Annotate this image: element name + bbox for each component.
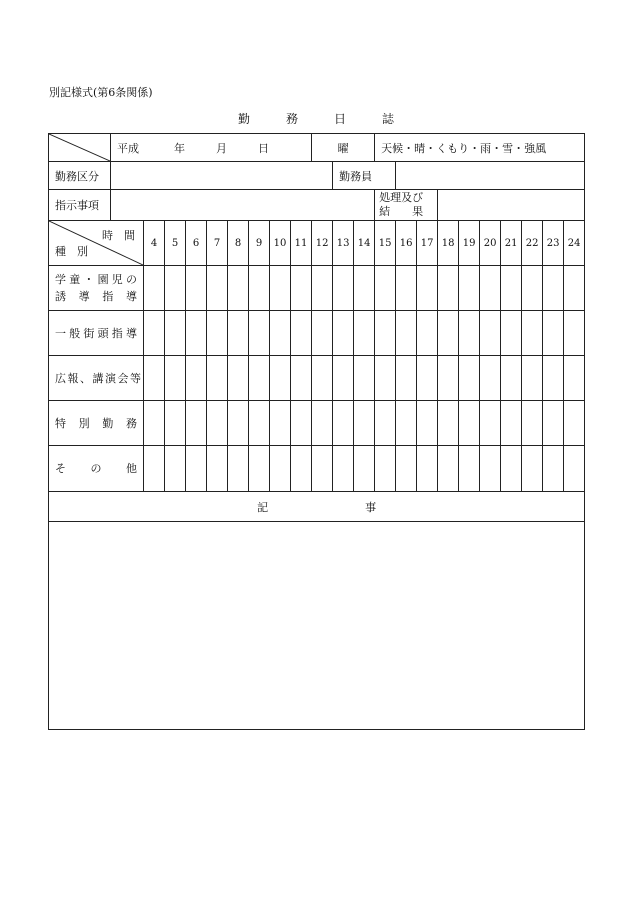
time-slot-cell[interactable]: [522, 356, 543, 401]
time-slot-cell[interactable]: [291, 401, 312, 446]
category-char: の: [125, 273, 137, 286]
category-char: 一: [55, 326, 66, 340]
hour-header: 24: [564, 221, 585, 266]
time-slot-cell[interactable]: [186, 311, 207, 356]
time-slot-cell[interactable]: [522, 401, 543, 446]
time-slot-cell[interactable]: [417, 266, 438, 311]
time-slot-cell[interactable]: [207, 266, 228, 311]
time-slot-cell[interactable]: [333, 446, 354, 492]
hours-header-row: [49, 221, 585, 266]
time-slot-cell[interactable]: [396, 311, 417, 356]
time-slot-cell[interactable]: [396, 266, 417, 311]
hour-header: 18: [438, 221, 459, 266]
category-char: そ: [55, 462, 66, 475]
category-char: 特: [55, 416, 66, 430]
duty-log-table: [48, 133, 585, 730]
time-slot-cell[interactable]: [375, 266, 396, 311]
category-char: 指: [102, 290, 114, 303]
time-slot-cell[interactable]: [543, 401, 564, 446]
time-slot-cell[interactable]: [144, 266, 165, 311]
notes-label-char: 記: [257, 500, 269, 514]
time-slot-cell[interactable]: [564, 446, 585, 492]
time-slot-cell[interactable]: [417, 356, 438, 401]
duty-type-field[interactable]: [111, 162, 333, 190]
time-slot-cell[interactable]: [354, 446, 375, 492]
time-slot-cell[interactable]: [291, 356, 312, 401]
hour-header: 22: [522, 221, 543, 266]
notes-label-char: 事: [365, 500, 377, 514]
time-slot-cell[interactable]: [333, 356, 354, 401]
title-char: 誌: [382, 112, 395, 126]
corner-category-label: 種 別: [55, 245, 88, 258]
category-char: 報: [67, 371, 79, 385]
category-label-special-duty: [49, 401, 144, 446]
time-slot-cell[interactable]: [291, 266, 312, 311]
category-label-publicity-lectures: [49, 356, 144, 401]
time-slot-cell[interactable]: [144, 356, 165, 401]
hour-header: 14: [354, 221, 375, 266]
staff-label-cell: [333, 162, 396, 190]
category-row: [49, 401, 585, 446]
hour-header: 17: [417, 221, 438, 266]
category-char: 等: [130, 371, 141, 385]
hour-header: 16: [396, 221, 417, 266]
time-slot-cell[interactable]: [564, 356, 585, 401]
title-char: 日: [334, 112, 347, 126]
staff-label: 勤務員: [339, 169, 373, 183]
time-slot-cell[interactable]: [459, 311, 480, 356]
time-slot-cell[interactable]: [165, 401, 186, 446]
time-slot-cell[interactable]: [228, 446, 249, 492]
category-char: 頭: [97, 326, 109, 340]
category-char: 他: [126, 462, 137, 475]
time-slot-cell[interactable]: [417, 401, 438, 446]
category-char: 講: [92, 371, 104, 385]
category-char: の: [90, 462, 102, 475]
hour-header: 8: [228, 221, 249, 266]
category-char: 児: [111, 273, 123, 286]
corner-time-label: 時 間: [102, 229, 135, 242]
time-slot-cell[interactable]: [522, 311, 543, 356]
day-unit: 日: [258, 141, 269, 155]
category-char: 誘: [55, 290, 66, 303]
time-slot-cell[interactable]: [480, 266, 501, 311]
time-slot-cell[interactable]: [438, 266, 459, 311]
notes-header: [49, 492, 585, 522]
time-slot-cell[interactable]: [312, 446, 333, 492]
result-label-line2: 結 果: [379, 205, 424, 218]
time-slot-cell[interactable]: [354, 356, 375, 401]
time-slot-cell[interactable]: [564, 266, 585, 311]
time-slot-cell[interactable]: [249, 401, 270, 446]
hour-header: 20: [480, 221, 501, 266]
category-char: 会: [117, 371, 129, 385]
hour-header: 15: [375, 221, 396, 266]
time-slot-cell[interactable]: [396, 401, 417, 446]
category-char: 指: [111, 326, 123, 340]
category-row: [49, 266, 585, 311]
time-slot-cell[interactable]: [375, 311, 396, 356]
hour-header: 23: [543, 221, 564, 266]
weekday-label: 曜: [337, 141, 349, 155]
time-slot-cell[interactable]: [501, 266, 522, 311]
category-char: 導: [78, 290, 90, 303]
category-row: [49, 356, 585, 401]
hour-header: 10: [270, 221, 291, 266]
diagonal-line: [49, 134, 110, 161]
hour-header: 6: [186, 221, 207, 266]
time-slot-cell[interactable]: [249, 356, 270, 401]
time-slot-cell[interactable]: [186, 356, 207, 401]
result-label-line1: 処理及び: [379, 191, 424, 204]
time-slot-cell[interactable]: [270, 356, 291, 401]
time-slot-cell[interactable]: [375, 356, 396, 401]
time-slot-cell[interactable]: [186, 446, 207, 492]
title-char: 勤: [238, 112, 251, 126]
time-slot-cell[interactable]: [522, 266, 543, 311]
time-slot-cell[interactable]: [396, 446, 417, 492]
category-label-street-guidance: [49, 311, 144, 356]
time-slot-cell[interactable]: [333, 266, 354, 311]
time-slot-cell[interactable]: [543, 266, 564, 311]
hour-header: 5: [165, 221, 186, 266]
weather-cell[interactable]: [375, 134, 585, 162]
hour-header: 12: [312, 221, 333, 266]
time-slot-cell[interactable]: [165, 356, 186, 401]
category-char: 務: [125, 416, 137, 430]
time-slot-cell[interactable]: [291, 446, 312, 492]
time-slot-cell[interactable]: [375, 401, 396, 446]
time-slot-cell[interactable]: [186, 266, 207, 311]
time-slot-cell[interactable]: [438, 446, 459, 492]
category-char: 導: [125, 326, 137, 340]
category-char: 学: [55, 273, 66, 286]
time-slot-cell[interactable]: [270, 266, 291, 311]
time-slot-cell[interactable]: [480, 356, 501, 401]
time-slot-cell[interactable]: [417, 446, 438, 492]
time-slot-cell[interactable]: [438, 401, 459, 446]
weather-options: 天候・晴・くもり・雨・雪・強風: [381, 141, 547, 155]
time-slot-cell[interactable]: [375, 446, 396, 492]
time-slot-cell[interactable]: [228, 356, 249, 401]
time-slot-cell[interactable]: [501, 401, 522, 446]
time-slot-cell[interactable]: [165, 311, 186, 356]
hour-header: 7: [207, 221, 228, 266]
time-slot-cell[interactable]: [543, 446, 564, 492]
time-slot-cell[interactable]: [459, 446, 480, 492]
result-field[interactable]: [438, 190, 585, 221]
hour-header: 21: [501, 221, 522, 266]
category-char: 、: [80, 371, 91, 385]
instructions-label-cell: [49, 190, 111, 221]
category-char: 般: [69, 326, 81, 340]
time-slot-cell[interactable]: [228, 266, 249, 311]
time-slot-cell[interactable]: [459, 266, 480, 311]
staff-field[interactable]: [396, 162, 585, 190]
time-slot-cell[interactable]: [543, 311, 564, 356]
header-diagonal-cell: [49, 134, 111, 162]
time-slot-cell[interactable]: [396, 356, 417, 401]
time-slot-cell[interactable]: [186, 401, 207, 446]
category-char: 勤: [102, 416, 114, 430]
category-char: 導: [125, 290, 137, 303]
category-char: ・: [83, 273, 95, 286]
category-row: [49, 446, 585, 492]
time-slot-cell[interactable]: [459, 356, 480, 401]
hour-header: 13: [333, 221, 354, 266]
hour-header: 9: [249, 221, 270, 266]
time-slot-cell[interactable]: [501, 446, 522, 492]
hour-header: 11: [291, 221, 312, 266]
time-slot-cell[interactable]: [354, 266, 375, 311]
duty-type-label-cell: [49, 162, 111, 190]
time-slot-cell[interactable]: [270, 401, 291, 446]
time-slot-cell[interactable]: [144, 446, 165, 492]
time-slot-cell[interactable]: [207, 356, 228, 401]
time-slot-cell[interactable]: [207, 311, 228, 356]
time-slot-cell[interactable]: [207, 401, 228, 446]
time-slot-cell[interactable]: [165, 446, 186, 492]
category-char: 広: [55, 371, 66, 385]
instructions-field[interactable]: [111, 190, 375, 221]
time-slot-cell[interactable]: [522, 446, 543, 492]
notes-field[interactable]: [49, 522, 585, 730]
time-slot-cell[interactable]: [270, 446, 291, 492]
time-slot-cell[interactable]: [564, 311, 585, 356]
month-unit: 月: [216, 141, 227, 155]
time-slot-cell[interactable]: [354, 401, 375, 446]
category-char: 演: [105, 371, 116, 385]
time-slot-cell[interactable]: [417, 311, 438, 356]
time-slot-cell[interactable]: [270, 311, 291, 356]
time-slot-cell[interactable]: [312, 356, 333, 401]
time-slot-cell[interactable]: [312, 266, 333, 311]
hour-header: 4: [144, 221, 165, 266]
time-slot-cell[interactable]: [438, 356, 459, 401]
hour-header: 19: [459, 221, 480, 266]
era-label: 平成: [117, 141, 139, 155]
duty-type-label: 勤務区分: [55, 169, 99, 183]
time-slot-cell[interactable]: [228, 311, 249, 356]
time-slot-cell[interactable]: [249, 311, 270, 356]
time-slot-cell[interactable]: [543, 356, 564, 401]
time-slot-cell[interactable]: [501, 311, 522, 356]
category-char: 街: [83, 326, 95, 340]
time-slot-cell[interactable]: [333, 401, 354, 446]
time-slot-cell[interactable]: [459, 401, 480, 446]
weekday-cell[interactable]: [312, 134, 375, 162]
category-label-school-guidance: [49, 266, 144, 311]
category-char: 園: [97, 273, 109, 286]
title-char: 務: [286, 112, 299, 126]
year-unit: 年: [174, 141, 185, 155]
category-char: 別: [78, 416, 90, 430]
instructions-label: 指示事項: [55, 199, 99, 212]
time-slot-cell[interactable]: [207, 446, 228, 492]
time-slot-cell[interactable]: [480, 401, 501, 446]
time-slot-cell[interactable]: [291, 311, 312, 356]
time-slot-cell[interactable]: [249, 266, 270, 311]
time-slot-cell[interactable]: [312, 401, 333, 446]
time-slot-cell[interactable]: [144, 311, 165, 356]
category-char: 童: [69, 273, 81, 286]
time-slot-cell[interactable]: [480, 311, 501, 356]
time-category-corner: [49, 221, 144, 266]
time-slot-cell[interactable]: [228, 401, 249, 446]
time-slot-cell[interactable]: [564, 401, 585, 446]
date-cell[interactable]: [111, 134, 312, 162]
time-slot-cell[interactable]: [354, 311, 375, 356]
time-slot-cell[interactable]: [165, 266, 186, 311]
form-caption: 別記様式(第6条関係): [49, 86, 153, 99]
time-slot-cell[interactable]: [333, 311, 354, 356]
time-slot-cell[interactable]: [480, 446, 501, 492]
result-label-cell: [375, 190, 438, 221]
time-slot-cell[interactable]: [501, 356, 522, 401]
time-slot-cell[interactable]: [144, 401, 165, 446]
time-slot-cell[interactable]: [438, 311, 459, 356]
time-slot-cell[interactable]: [312, 311, 333, 356]
time-slot-cell[interactable]: [249, 446, 270, 492]
category-row: [49, 311, 585, 356]
category-label-other: [49, 446, 144, 492]
